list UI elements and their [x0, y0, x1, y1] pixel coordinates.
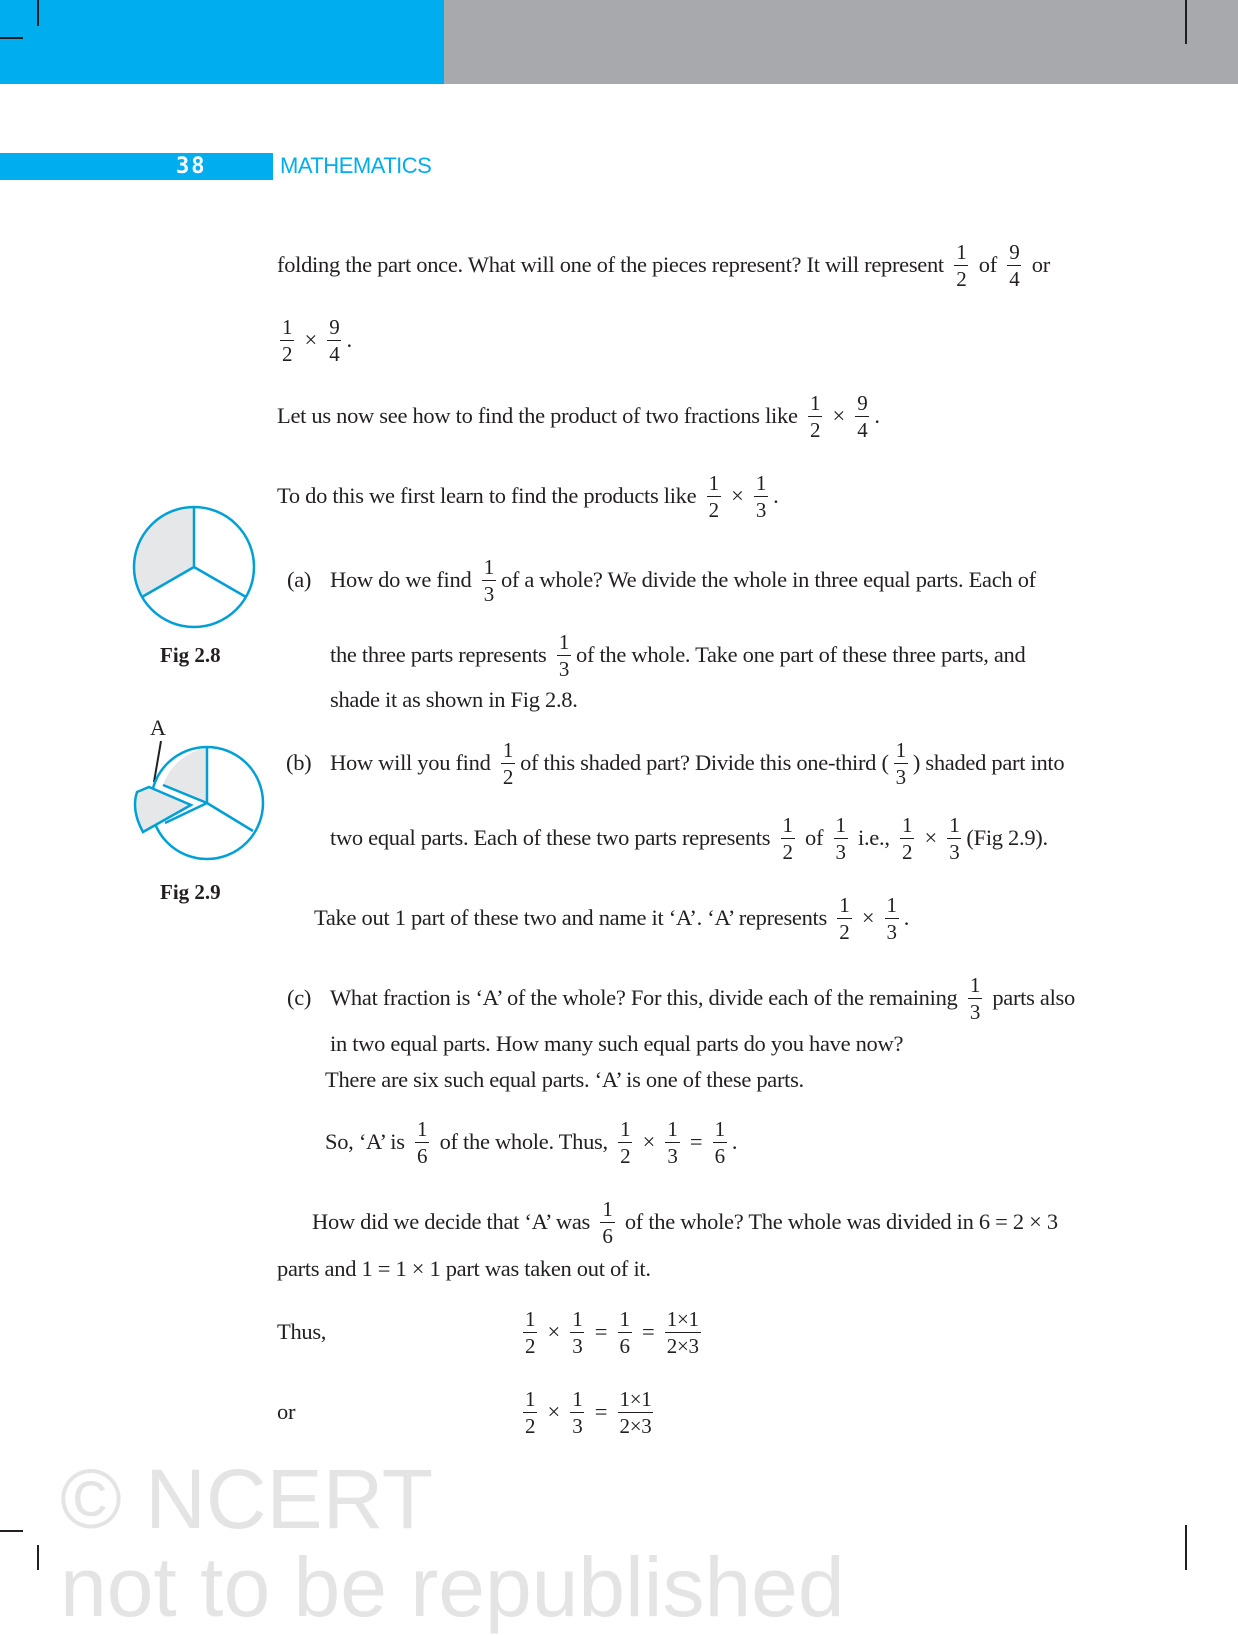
text-run: To do this we first learn to find the products like [277, 483, 702, 508]
denominator: 2 [525, 1333, 536, 1358]
denominator: 2 [956, 266, 967, 291]
numerator: 1 [572, 1386, 583, 1411]
para-line [325, 1110, 737, 1174]
text-run: How did we decide that ‘A’ was [312, 1209, 596, 1234]
text-run: = [636, 1319, 660, 1344]
fraction [618, 1116, 632, 1169]
fraction [618, 1386, 654, 1439]
denominator: 2 [839, 919, 850, 944]
fig-2-9-caption: Fig 2.9 [160, 880, 221, 904]
crop-mark [37, 1545, 39, 1570]
fraction [808, 390, 822, 443]
text-run: shade it as shown in Fig 2.8. [330, 687, 578, 712]
numerator: 1 [502, 737, 514, 762]
header-blue-band [0, 0, 444, 84]
fraction [570, 1386, 584, 1439]
numerator: 1×1 [619, 1386, 652, 1411]
fraction [781, 812, 795, 865]
numerator: 1 [895, 737, 906, 762]
fraction [707, 470, 721, 523]
watermark-not-republished: not to be republished [60, 1540, 845, 1634]
fraction [523, 1386, 537, 1439]
denominator: 2 [525, 1413, 536, 1438]
item-label [287, 548, 311, 612]
numerator: 1 [886, 892, 897, 917]
text-run: × [919, 825, 943, 850]
text-run: × [542, 1319, 566, 1344]
text-run: (a) [287, 567, 312, 592]
denominator: 3 [949, 839, 960, 864]
numerator: 1 [782, 812, 793, 837]
fraction [1007, 239, 1021, 292]
watermark-ncert: © NCERT [60, 1452, 434, 1546]
text-run: in two equal parts. How many such equal parts do you have now? [330, 1031, 904, 1056]
denominator: 6 [417, 1143, 428, 1168]
text-run: . [903, 905, 910, 930]
fraction [665, 1306, 701, 1359]
numerator: 9 [329, 314, 340, 339]
denominator: 4 [857, 417, 868, 442]
denominator: 3 [483, 581, 494, 606]
fraction [954, 239, 968, 292]
text-run: of [799, 825, 829, 850]
crop-mark [1185, 1525, 1187, 1570]
crop-mark [0, 37, 23, 39]
fraction [618, 1306, 632, 1359]
numerator: 1 [839, 892, 850, 917]
page-number: 38 [176, 154, 207, 179]
text-run: ) shaded part into [912, 750, 1065, 775]
numerator: 9 [857, 390, 868, 415]
equation [518, 1380, 658, 1444]
denominator: 3 [835, 839, 846, 864]
text-run: So, ‘A’ is [325, 1129, 411, 1154]
denominator: 3 [895, 764, 906, 789]
para-line [330, 806, 1048, 870]
numerator: 1 [282, 314, 293, 339]
denominator: 6 [714, 1143, 725, 1168]
text-run: = [589, 1399, 613, 1424]
fraction [885, 892, 899, 945]
text-run: . [346, 327, 352, 352]
text-run: or [277, 1399, 296, 1424]
equation-label [277, 1380, 295, 1444]
fraction [855, 390, 869, 443]
text-run: × [725, 483, 749, 508]
para-line [277, 464, 778, 528]
para-line [277, 384, 880, 448]
text-run: parts and 1 = 1 × 1 part was taken out of it. [277, 1256, 651, 1281]
fraction [280, 314, 294, 367]
text-run: Let us now see how to find the product of two fractions like [277, 403, 803, 428]
fraction [713, 1116, 727, 1169]
fraction [900, 812, 914, 865]
text-run: or [1026, 252, 1050, 277]
denominator: 4 [1009, 266, 1020, 291]
text-run: How will you find [330, 750, 496, 775]
item-label [286, 731, 311, 795]
numerator: 1 [558, 629, 570, 654]
item-label [287, 966, 311, 1030]
fraction [665, 1116, 679, 1169]
equation-label [277, 1300, 326, 1364]
text-run: i.e., [852, 825, 895, 850]
fraction [415, 1116, 429, 1169]
text-run: of the whole? The whole was divided in 6 = 2 × 3 [619, 1209, 1058, 1234]
crop-mark [1185, 0, 1187, 44]
numerator: 1 [714, 1116, 725, 1141]
fraction [894, 737, 908, 790]
denominator: 3 [755, 497, 767, 522]
numerator: 1 [969, 972, 981, 997]
para-line [277, 1237, 651, 1301]
fig-2-8-caption: Fig 2.8 [160, 643, 221, 667]
text-run: × [542, 1399, 566, 1424]
fraction [570, 1306, 584, 1359]
fraction [482, 554, 496, 607]
crop-mark [0, 1530, 23, 1532]
text-run: . [731, 1129, 738, 1154]
denominator: 6 [602, 1223, 613, 1248]
numerator: 1×1 [666, 1306, 699, 1331]
denominator: 3 [558, 656, 570, 681]
fraction [754, 470, 768, 523]
denominator: 2 [809, 417, 821, 442]
denominator: 3 [886, 919, 897, 944]
denominator: 6 [619, 1333, 630, 1358]
para-line [330, 668, 578, 732]
fraction [834, 812, 848, 865]
text-run: of this shaded part? Divide this one-third ( [520, 750, 889, 775]
text-run: (c) [287, 985, 312, 1010]
text-run: × [827, 403, 851, 428]
numerator: 1 [809, 390, 821, 415]
text-run: folding the part once. What will one of the pieces represent? It will represent [277, 252, 950, 277]
text-run: of a whole? We divide the whole in three equal parts. Each of [500, 567, 1036, 592]
para-line [277, 233, 1050, 297]
text-run: × [856, 905, 880, 930]
text-run: = [684, 1129, 708, 1154]
text-run: . [773, 483, 779, 508]
numerator: 1 [619, 1306, 630, 1331]
text-run: Take out 1 part of these two and name it ‘A’. ‘A’ represents [314, 905, 833, 930]
text-run: How do we find [330, 567, 477, 592]
denominator: 2 [782, 839, 793, 864]
fraction [523, 1306, 537, 1359]
fig-2-9-circle-halved-third [125, 735, 275, 870]
text-run: = [589, 1319, 613, 1344]
text-run: × [299, 327, 323, 352]
numerator: 1 [417, 1116, 428, 1141]
denominator: 3 [572, 1333, 583, 1358]
numerator: 1 [572, 1306, 583, 1331]
header-gray-band [444, 0, 1238, 84]
para-line [330, 548, 1036, 612]
text-run: There are six such equal parts. ‘A’ is one of these parts. [325, 1067, 804, 1092]
numerator: 1 [708, 470, 719, 495]
fraction [968, 972, 982, 1025]
denominator: 2×3 [666, 1333, 699, 1358]
crop-mark [37, 0, 39, 26]
fraction [947, 812, 961, 865]
denominator: 3 [667, 1143, 678, 1168]
numerator: 1 [901, 812, 913, 837]
denominator: 2 [282, 341, 293, 366]
fraction [837, 892, 851, 945]
denominator: 2 [901, 839, 913, 864]
text-run: of the whole. Take one part of these three parts, and [576, 642, 1026, 667]
fraction [501, 737, 515, 790]
text-run: the three parts represents [330, 642, 552, 667]
text-run: (b) [286, 750, 312, 775]
text-run: . [874, 403, 880, 428]
text-run: Thus, [277, 1319, 327, 1344]
numerator: 1 [949, 812, 960, 837]
denominator: 2×3 [619, 1413, 652, 1438]
fig-2-9-label-a: A [150, 715, 166, 740]
numerator: 1 [483, 554, 494, 579]
fraction [327, 314, 341, 367]
denominator: 3 [572, 1413, 583, 1438]
numerator: 1 [525, 1306, 536, 1331]
numerator: 1 [667, 1116, 678, 1141]
numerator: 1 [620, 1116, 631, 1141]
denominator: 2 [502, 764, 514, 789]
para-line [314, 886, 909, 950]
numerator: 1 [525, 1386, 536, 1411]
text-run: of [973, 252, 1003, 277]
page-number-bar [0, 153, 273, 180]
numerator: 1 [956, 239, 967, 264]
text-run: of the whole. Thus, [434, 1129, 614, 1154]
denominator: 4 [329, 341, 340, 366]
text-run: × [637, 1129, 661, 1154]
denominator: 3 [969, 999, 981, 1024]
text-run: What fraction is ‘A’ of the whole? For this, divide each of the remaining [330, 985, 963, 1010]
numerator: 9 [1009, 239, 1020, 264]
text-run: parts also [987, 985, 1075, 1010]
numerator: 1 [755, 470, 767, 495]
text-run: (Fig 2.9). [966, 825, 1048, 850]
numerator: 1 [835, 812, 846, 837]
para-line [275, 308, 352, 372]
denominator: 2 [620, 1143, 631, 1168]
fig-2-8-circle-thirds [120, 495, 270, 640]
subject-title: MATHEMATICS [280, 153, 432, 178]
numerator: 1 [602, 1196, 613, 1221]
equation [518, 1300, 706, 1364]
para-line [330, 731, 1064, 795]
denominator: 2 [708, 497, 719, 522]
text-run: two equal parts. Each of these two parts represents [330, 825, 776, 850]
para-line [325, 1048, 804, 1112]
